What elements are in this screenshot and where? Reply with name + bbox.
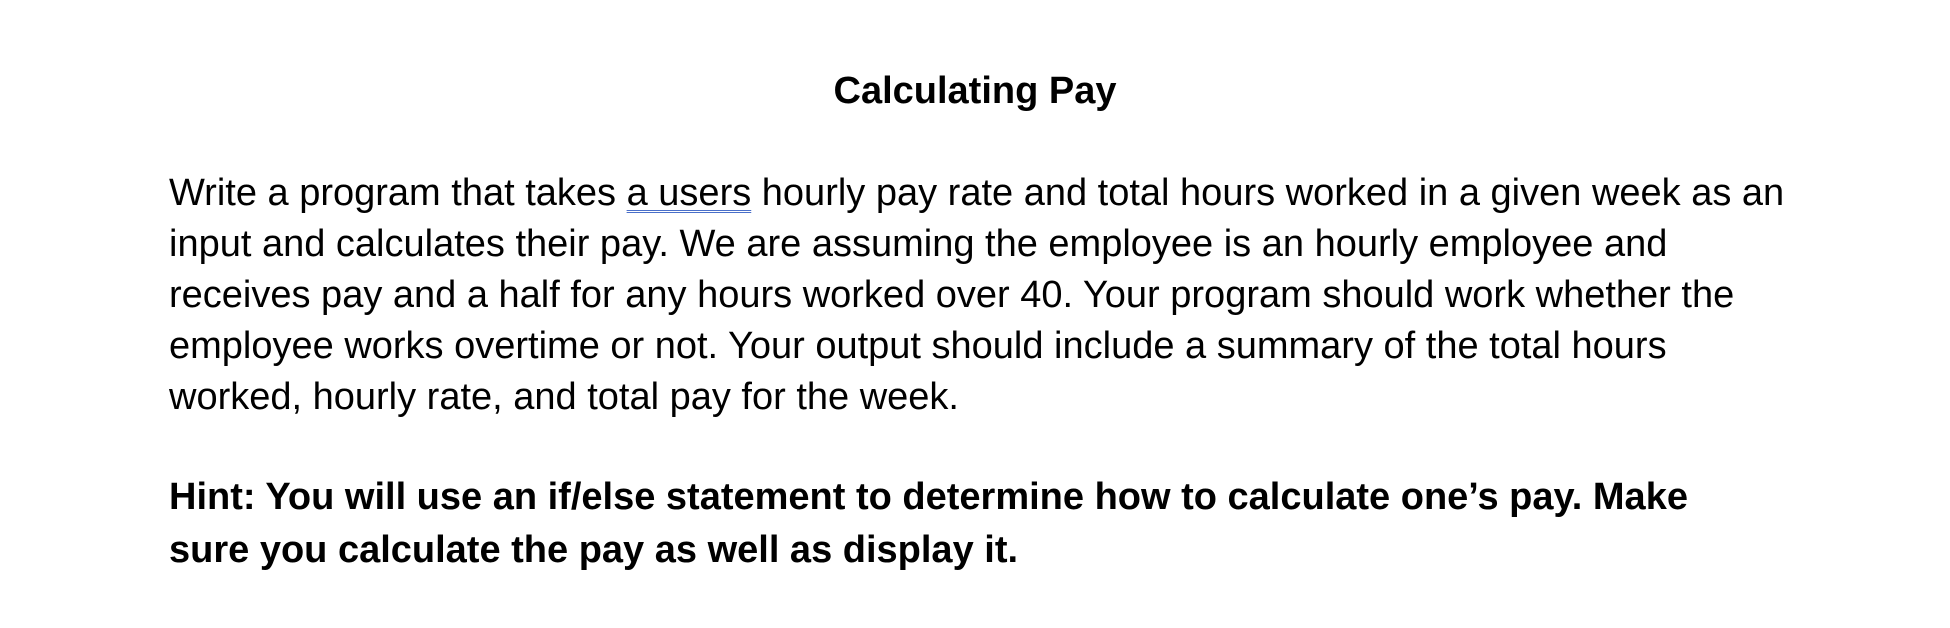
paragraph-line-5: worked, hourly rate, and total pay for the week.: [169, 376, 959, 418]
paragraph-text: hourly pay rate and total hours worked in a given week as an: [751, 172, 1785, 214]
document-title: Calculating Pay: [833, 70, 1117, 112]
paragraph-line-1: [169, 168, 1869, 219]
paragraph-line-3: receives pay and a half for any hours worked over 40. Your program should work whether the: [169, 274, 1735, 316]
instructions-paragraph: [169, 168, 1869, 423]
paragraph-text: Write a program that takes: [169, 172, 627, 214]
grammar-flagged-phrase[interactable]: a users: [626, 172, 752, 214]
hint-line-2: sure you calculate the pay as well as display it.: [169, 529, 1019, 571]
hint-paragraph: [169, 471, 1869, 577]
paragraph-line-2: input and calculates their pay. We are assuming the employee is an hourly employee and: [169, 223, 1668, 265]
hint-line-1: Hint: You will use an if/else statement to determine how to calculate one’s pay. Make: [169, 476, 1688, 518]
paragraph-line-4: employee works overtime or not. Your output should include a summary of the total hours: [169, 325, 1667, 367]
